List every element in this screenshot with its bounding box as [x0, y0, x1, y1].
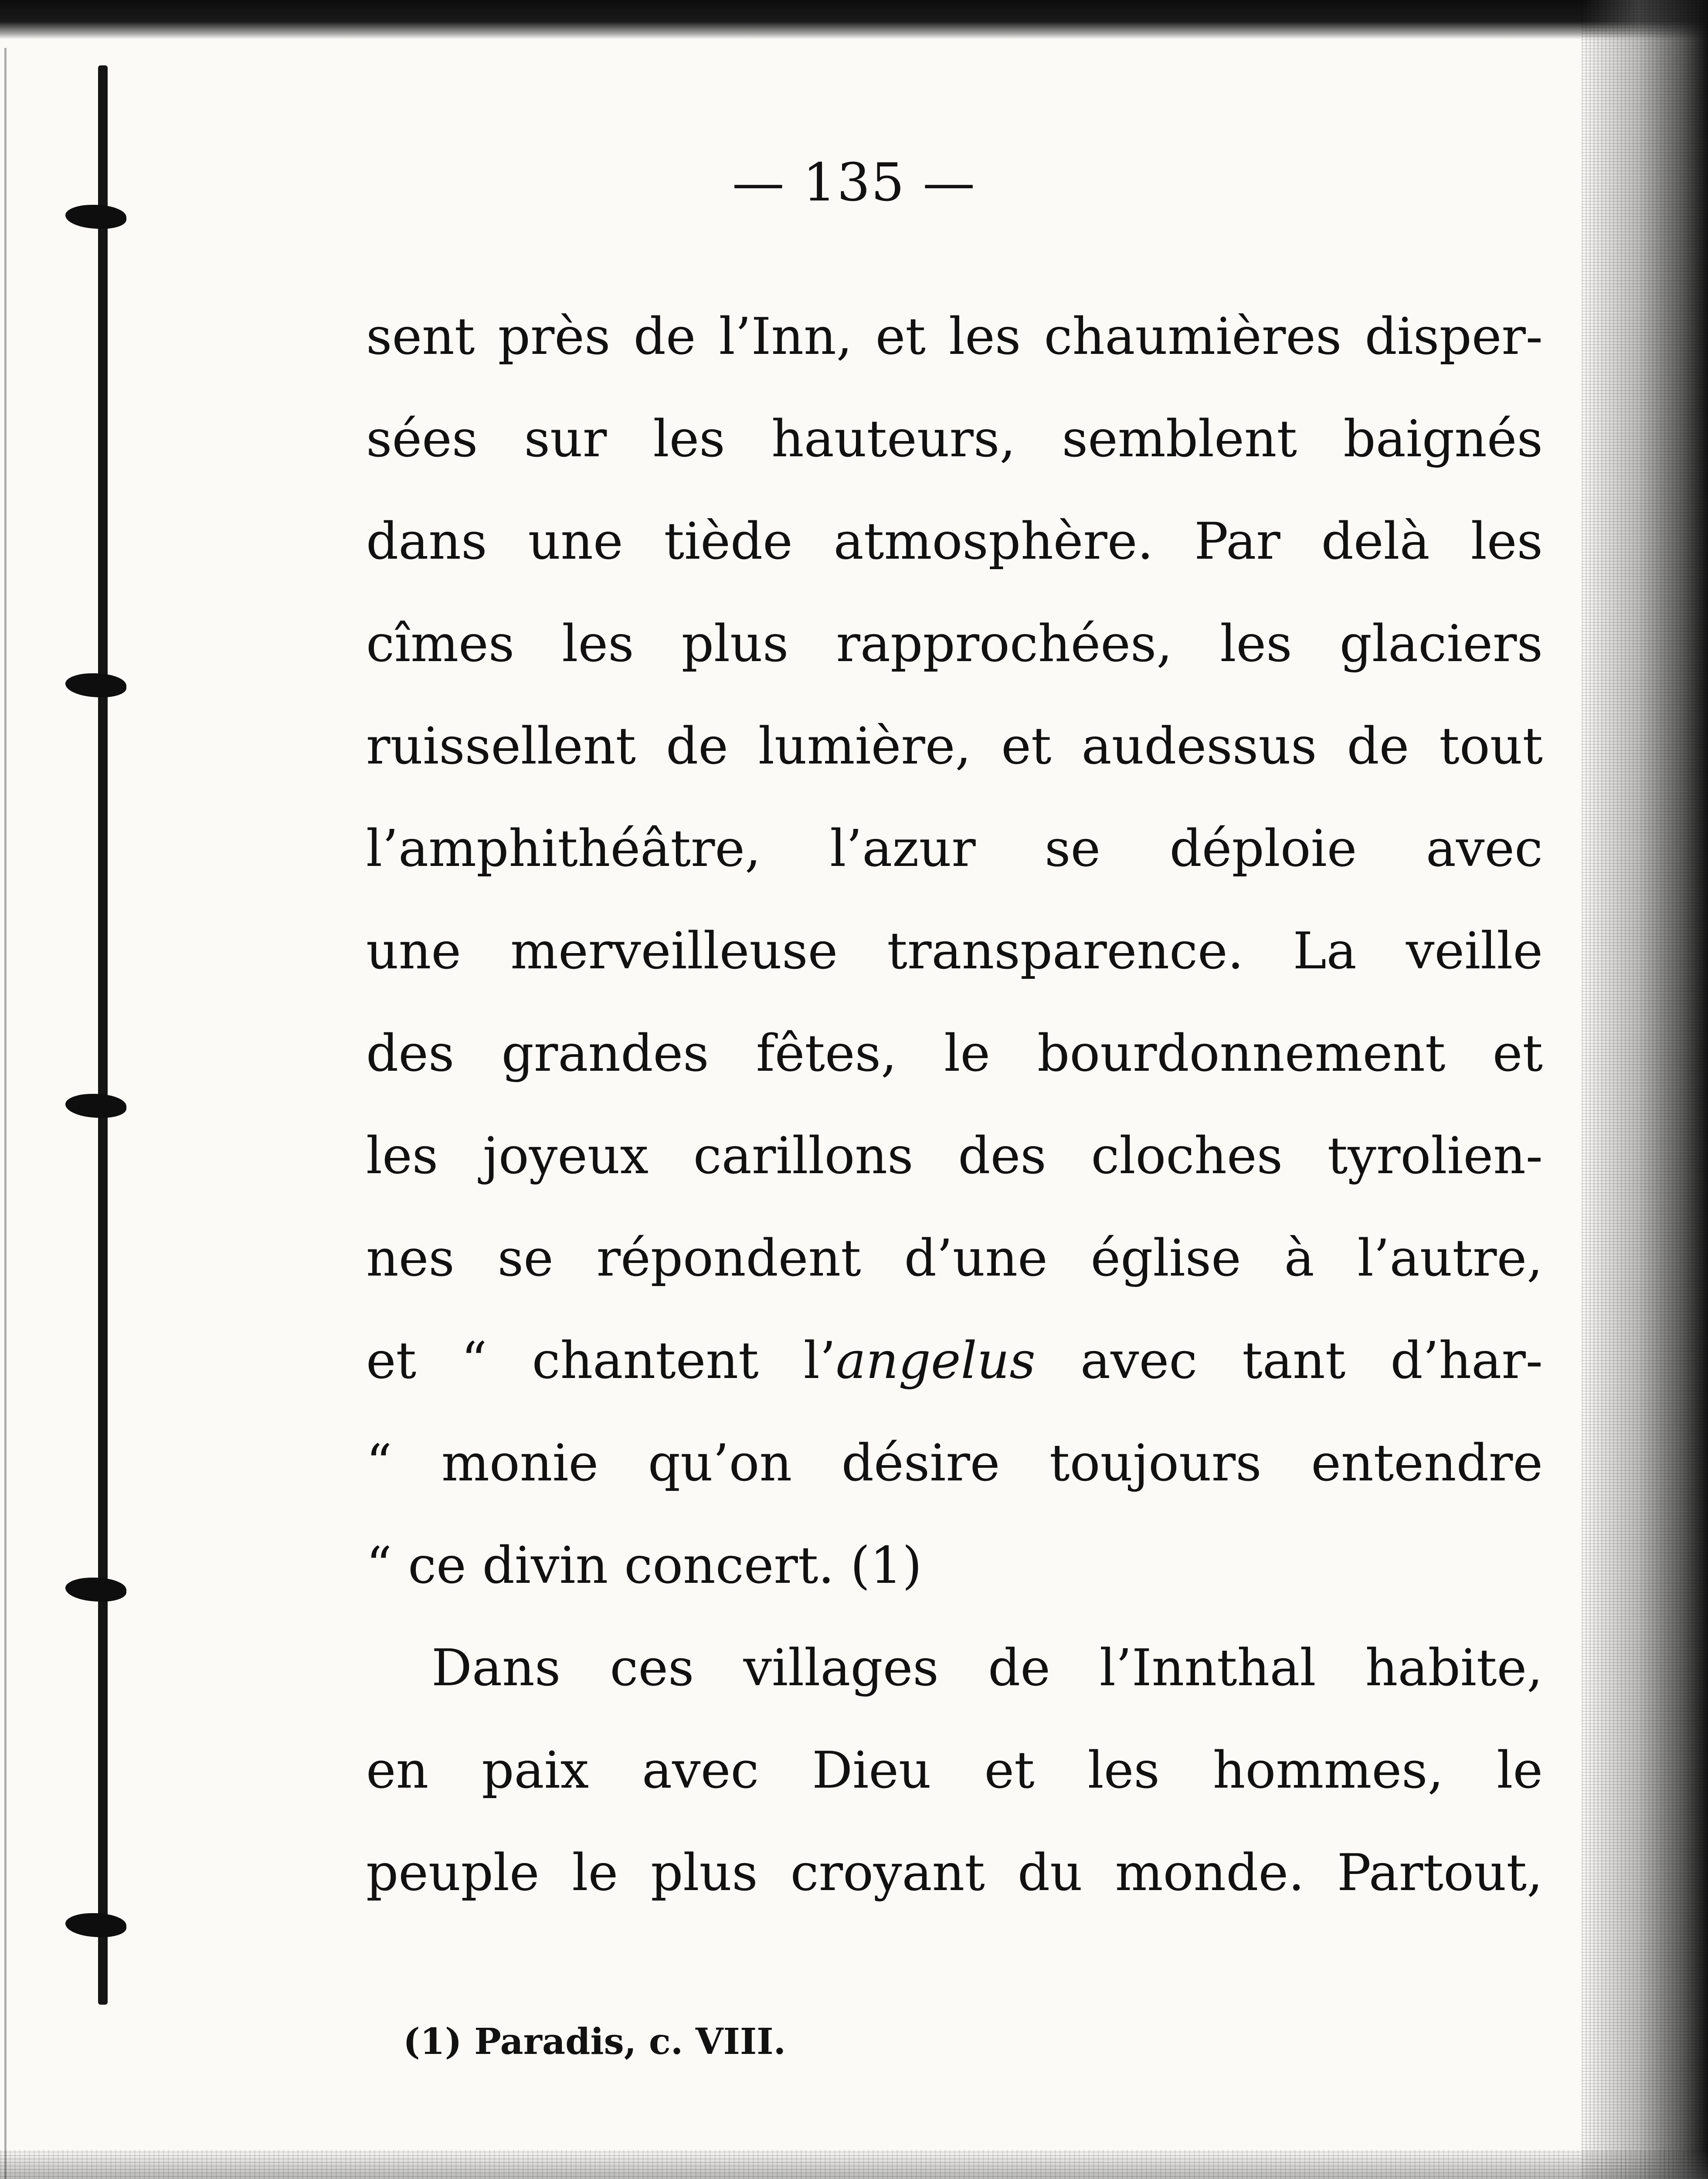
- text-line: ruissellent de lumière, et audessus de tout: [366, 717, 1543, 776]
- text-segment: avec tant d’har-: [1035, 1331, 1543, 1390]
- page-number: — 135 —: [732, 153, 976, 213]
- body-text: [366, 285, 1543, 1924]
- scan-top-edge: [0, 0, 1708, 39]
- text-line: peuple le plus croyant du monde. Partout,: [366, 1843, 1543, 1902]
- text-line: sent près de l’Inn, et les chaumières disper-: [366, 307, 1543, 366]
- text-line: sées sur les hauteurs, semblent baignés: [366, 410, 1543, 468]
- text-line: “ monie qu’on désire toujours entendre: [366, 1434, 1543, 1493]
- text-line: une merveilleuse transparence. La veille: [366, 922, 1543, 981]
- scan-right-edge: [1582, 0, 1708, 2179]
- text-line: l’amphithéâtre, l’azur se déploie avec: [366, 819, 1543, 878]
- text-segment: et “ chantent l’: [366, 1331, 836, 1390]
- text-line: cîmes les plus rapprochées, les glaciers: [366, 614, 1543, 673]
- binding-stitch: [65, 1913, 126, 1937]
- paragraph-first-line: Dans ces villages de l’Innthal habite,: [431, 1639, 1543, 1697]
- binding-stitch: [65, 1094, 126, 1118]
- text-line: dans une tiède atmosphère. Par delà les: [366, 512, 1543, 571]
- italic-word: angelus: [835, 1331, 1036, 1390]
- text-line: en paix avec Dieu et les hommes, le: [366, 1741, 1543, 1800]
- footnote: (1) Paradis, c. VIII.: [403, 2021, 786, 2063]
- text-line: des grandes fêtes, le bourdonnement et: [366, 1024, 1543, 1083]
- text-line-angelus: [366, 1310, 1543, 1412]
- page-edge-line: [4, 48, 7, 2179]
- binding-stitch: [65, 1578, 126, 1602]
- text-line: “ ce divin concert. (1): [366, 1536, 922, 1595]
- text-line: nes se répondent d’une église à l’autre,: [366, 1229, 1543, 1288]
- scan-bottom-edge: [0, 2150, 1708, 2179]
- binding-stitch: [65, 673, 126, 697]
- binding-thread: [98, 65, 108, 2005]
- text-line: les joyeux carillons des cloches tyrolien-: [366, 1127, 1543, 1185]
